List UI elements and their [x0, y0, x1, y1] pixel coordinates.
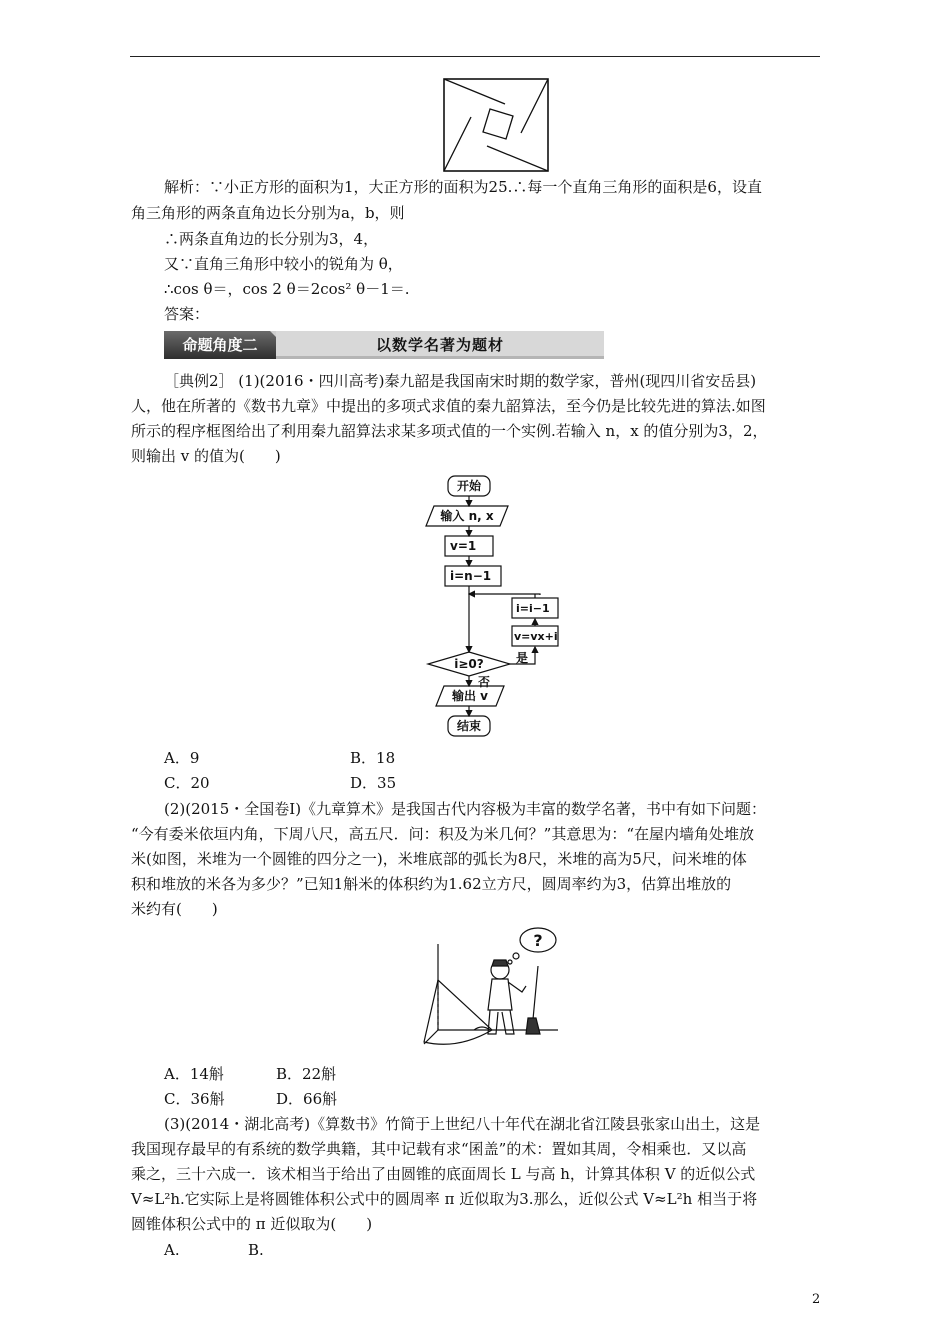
q2-line-5: 米约有( ) — [131, 900, 218, 918]
q2-option-c: C．36斛 — [164, 1090, 225, 1108]
example2-line-3: 所示的程序框图给出了利用秦九韶算法求某多项式值的一个实例.若输入 n，x 的值分别为3，2， — [131, 422, 768, 440]
q2-line-3: 米(如图，米堆为一个圆锥的四分之一)，米堆底部的弧长为8尺，米堆的高为5尺，问米堆的体 — [131, 850, 747, 868]
pinwheel-square-figure — [443, 78, 549, 172]
q3-option-b: B. — [248, 1241, 264, 1259]
rice-heap-figure — [410, 922, 560, 1050]
q2-option-a: A．14斛 — [164, 1065, 224, 1083]
q2-option-b: B．22斛 — [276, 1065, 337, 1083]
q2-line-4: 积和堆放的米各为多少？”已知1斛米的体积约为1.62立方尺，圆周率约为3，估算出堆放的 — [131, 875, 732, 893]
end-label: 结束 — [456, 719, 482, 733]
output-label: 输出 v — [451, 689, 489, 703]
condition-label: i≥0? — [454, 657, 484, 671]
banner-title: 以数学名著为题材 — [375, 336, 504, 354]
thought-question-mark: ? — [533, 931, 543, 950]
q1-option-c: C．20 — [164, 774, 210, 792]
q1-option-b: B．18 — [350, 749, 396, 767]
q3-option-a: A. — [164, 1241, 180, 1259]
q3-line-4: V≈L²h.它实际上是将圆锥体积公式中的圆周率 π 近似取为3.那么，近似公式 V≈L²h 相当于将 — [131, 1190, 758, 1208]
input-label: 输入 n, x — [440, 509, 494, 523]
example2-line-2: 人，他在所著的《数书九章》中提出的多项式求值的秦九韶算法，至今仍是比较先进的算法.如图 — [131, 397, 766, 415]
v-update-label: v=vx+i — [514, 630, 558, 643]
start-label: 开始 — [456, 479, 482, 493]
q3-line-3: 乘之，三十六成一．该术相当于给出了由圆锥的底面周长 L 与高 h，计算其体积 V 的近似公式 — [131, 1165, 756, 1183]
q2-line-2: “今有委米依垣内角，下周八尺，高五尺．问：积及为米几何？”其意思为：“在屋内墙角处堆放 — [131, 825, 755, 843]
page-number: 2 — [812, 1292, 821, 1307]
q2-option-d: D．66斛 — [276, 1090, 338, 1108]
i-dec-label: i=i−1 — [516, 602, 550, 615]
section-banner — [164, 331, 604, 359]
q1-option-a: A．9 — [164, 749, 200, 767]
solution-line-3: ∴两条直角边的长分别为3，4， — [164, 230, 379, 248]
i-init-label: i=n−1 — [450, 569, 492, 583]
example2-line-4: 则输出 v 的值为( ) — [131, 447, 281, 465]
example2-line-1: ［典例2］ (1)(2016・四川高考)秦九韶是我国南宋时期的数学家，普州(现四川省安岳县) — [164, 372, 757, 390]
v-init-label: v=1 — [450, 539, 477, 553]
no-label: 否 — [478, 675, 491, 689]
answer-label: 答案： — [164, 305, 210, 323]
q1-option-d: D．35 — [350, 774, 397, 792]
yes-label: 是 — [516, 651, 529, 665]
q3-line-1: (3)(2014・湖北高考)《算数书》竹简于上世纪八十年代在湖北省江陵县张家山出土，这是 — [164, 1115, 761, 1133]
solution-line-5: ∴cos θ＝，cos 2 θ＝2cos² θ－1＝. — [164, 280, 410, 298]
solution-line-2: 角三角形的两条直角边长分别为a，b，则 — [131, 204, 405, 222]
solution-line-1: 解析：∵小正方形的面积为1，大正方形的面积为25.∴每一个直角三角形的面积是6，设直 — [164, 178, 762, 196]
banner-tag: 命题角度二 — [164, 331, 276, 359]
solution-line-4: 又∵直角三角形中较小的锐角为 θ， — [164, 255, 403, 273]
q2-line-1: (2)(2015・全国卷Ⅰ)《九章算术》是我国古代内容极为丰富的数学名著，书中有如下问题： — [164, 800, 767, 818]
flowchart-figure — [420, 472, 570, 744]
q3-line-2: 我国现存最早的有系统的数学典籍，其中记载有求“囷盖”的术：置如其周，令相乘也．又以高 — [131, 1140, 747, 1158]
header-rule — [130, 56, 820, 57]
q3-line-5: 圆锥体积公式中的 π 近似取为( ) — [131, 1215, 373, 1233]
